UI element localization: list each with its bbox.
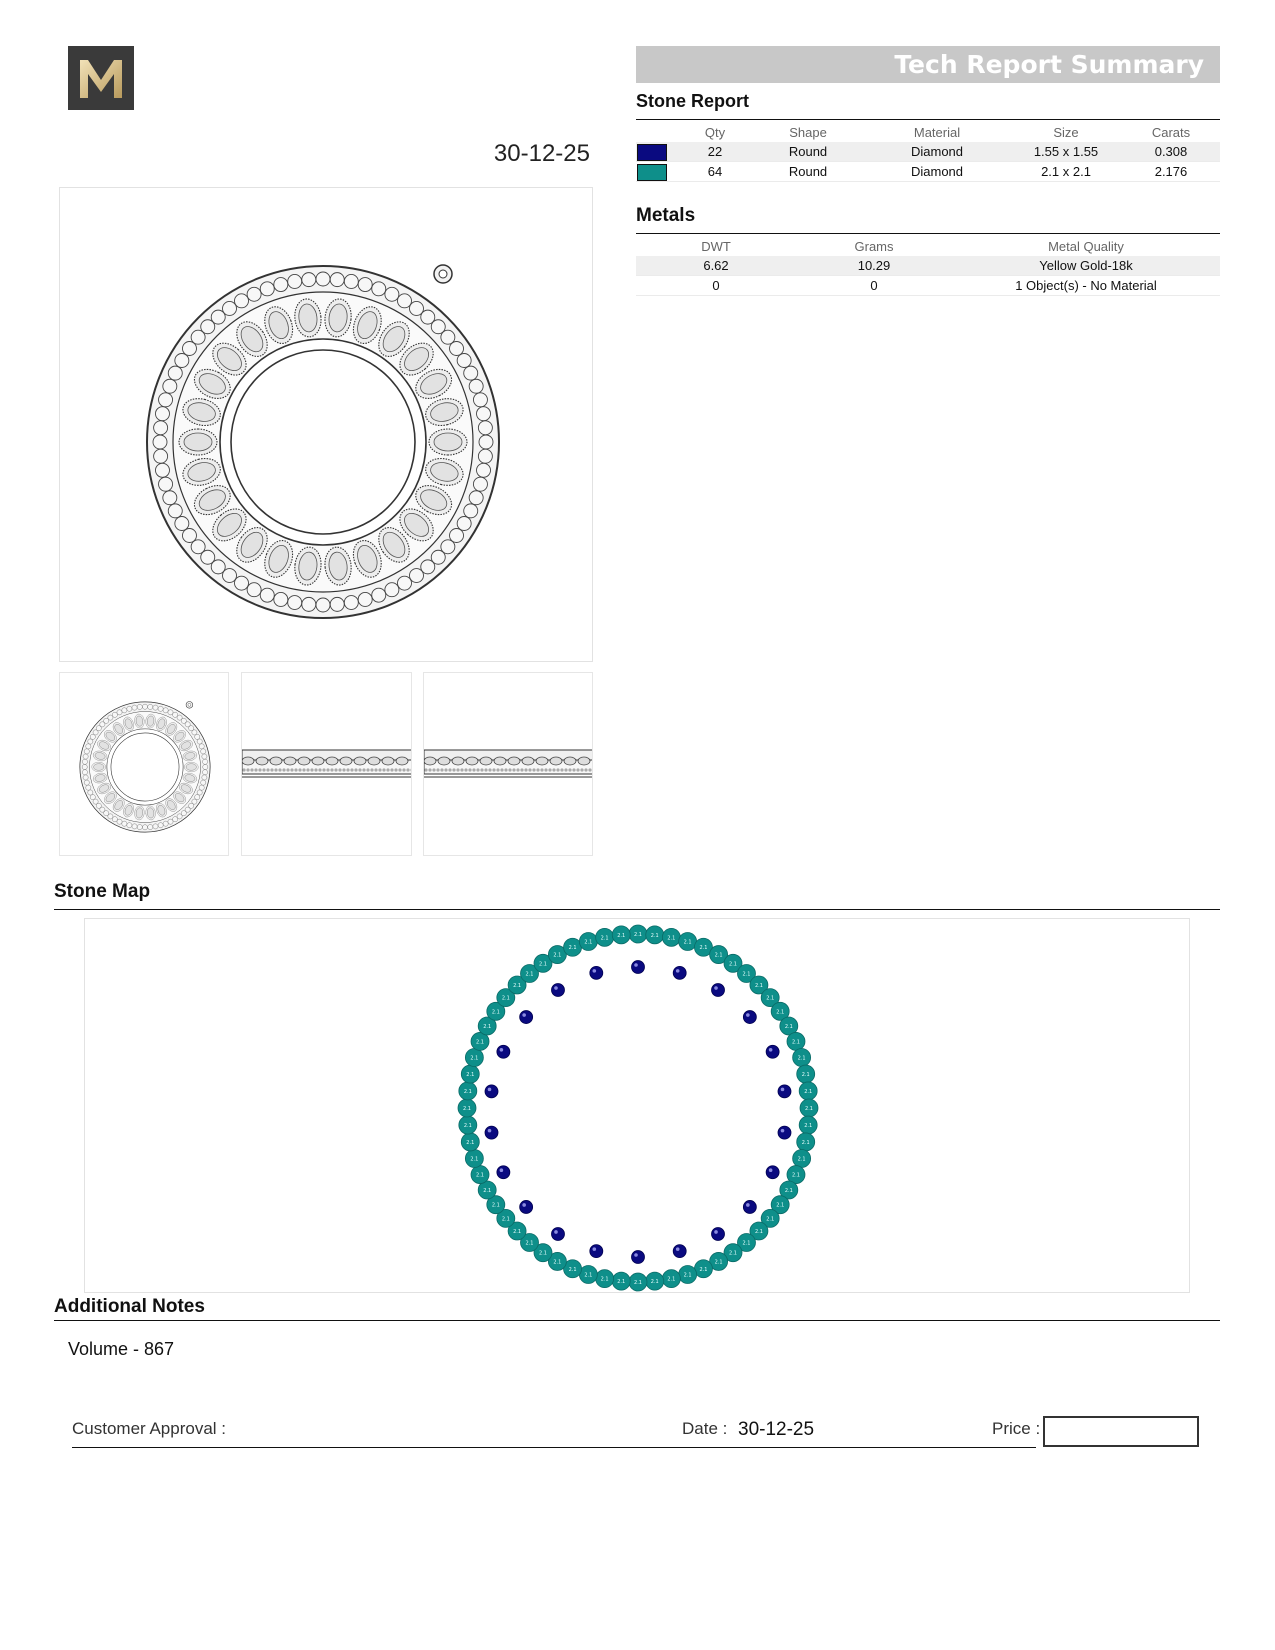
metals-table — [636, 236, 1220, 296]
stone-marker-label: 2.1 — [792, 1172, 800, 1179]
stone-report-table — [636, 122, 1220, 182]
stone-marker-label: 2.1 — [804, 1123, 813, 1130]
column-header-material: Material — [913, 124, 961, 140]
stone-marker-inner — [485, 1126, 498, 1139]
stone-marker-label: 2.1 — [476, 1172, 484, 1179]
stone-marker-label: 2.1 — [801, 1139, 810, 1146]
divider — [636, 233, 1220, 234]
metal-grams: 10.29 — [796, 256, 952, 276]
stone-marker-label: 2.1 — [754, 982, 763, 989]
stone-marker-label: 2.1 — [568, 945, 577, 952]
stone-marker-label: 2.1 — [470, 1156, 479, 1163]
stone-marker-inner — [551, 984, 564, 997]
metal-quality: 1 Object(s) - No Material — [952, 276, 1220, 296]
stone-marker-label: 2.1 — [634, 932, 642, 938]
stone-marker-label: 2.1 — [805, 1106, 813, 1112]
stone-marker-label: 2.1 — [539, 961, 547, 968]
column-header-grams: Grams — [854, 238, 894, 254]
stone-marker-inner — [590, 966, 603, 979]
stone-marker-label: 2.1 — [650, 1279, 659, 1286]
stone-shape: Round — [752, 162, 864, 182]
stone-marker-label: 2.1 — [501, 1216, 510, 1223]
stone-marker-inner — [778, 1126, 791, 1139]
logo-m-mark — [76, 56, 126, 100]
stone-marker-inner — [497, 1166, 510, 1179]
stone-marker-inner — [551, 1227, 564, 1240]
stone-marker-label: 2.1 — [797, 1156, 806, 1163]
stone-marker-label: 2.1 — [714, 1259, 723, 1266]
column-header-carats: Carats — [1151, 124, 1191, 140]
stone-marker-inner — [632, 1251, 645, 1264]
notes-text: Volume - 867 — [68, 1339, 175, 1359]
stone-material: Diamond — [864, 162, 1010, 182]
approval-date-value: 30-12-25 — [738, 1419, 815, 1440]
stone-marker-label: 2.1 — [539, 1250, 547, 1257]
table-row — [636, 256, 1220, 276]
stone-marker-label: 2.1 — [699, 945, 708, 952]
company-logo — [68, 46, 134, 110]
stone-marker-label: 2.1 — [553, 952, 562, 959]
stone-marker-inner — [778, 1085, 791, 1098]
customer-approval-label: Customer Approval : — [72, 1419, 227, 1438]
stone-marker-label: 2.1 — [729, 961, 737, 968]
stone-size: 1.55 x 1.55 — [1010, 142, 1122, 162]
divider — [636, 119, 1220, 120]
stone-marker-label: 2.1 — [683, 1272, 692, 1279]
column-header-shape: Shape — [789, 124, 827, 140]
stone-marker-label: 2.1 — [584, 939, 593, 946]
stone-marker-label: 2.1 — [699, 1266, 708, 1273]
stone-marker-label: 2.1 — [683, 939, 692, 946]
stone-marker-label: 2.1 — [784, 1023, 793, 1030]
stone-marker-label: 2.1 — [766, 1216, 775, 1223]
stone-marker-label: 2.1 — [650, 932, 659, 939]
stone-marker-label: 2.1 — [600, 935, 609, 942]
signature-line[interactable] — [72, 1447, 1036, 1448]
approval-date-label: Date : — [682, 1419, 728, 1438]
stone-color-swatch — [637, 144, 667, 161]
stone-marker-label: 2.1 — [742, 1240, 751, 1247]
stone-marker-inner — [712, 984, 725, 997]
table-row — [636, 162, 1220, 182]
stone-marker-inner — [673, 1245, 686, 1258]
table-row — [636, 276, 1220, 296]
column-header-dwt: DWT — [701, 238, 731, 254]
metal-dwt: 0 — [636, 276, 796, 296]
pendant-render — [60, 188, 594, 663]
stone-marker-inner — [743, 1200, 756, 1213]
stone-map-diagram — [85, 919, 1191, 1294]
report-date: 30-12-25 — [493, 140, 590, 167]
stone-marker-label: 2.1 — [667, 1276, 676, 1283]
stone-marker-inner — [673, 966, 686, 979]
stone-marker-label: 2.1 — [525, 1240, 534, 1247]
thumbnail-top-view[interactable] — [423, 672, 593, 856]
stone-marker-inner — [766, 1045, 779, 1058]
stone-marker-inner — [590, 1245, 603, 1258]
stone-qty: 22 — [678, 142, 752, 162]
stone-marker-label: 2.1 — [766, 995, 775, 1002]
divider — [54, 909, 1220, 910]
stone-marker-label: 2.1 — [568, 1266, 577, 1273]
stone-marker-label: 2.1 — [667, 935, 676, 942]
stone-color-swatch — [637, 164, 667, 181]
stone-carats: 0.308 — [1122, 142, 1220, 162]
stone-marker-label: 2.1 — [476, 1039, 484, 1046]
thumbnail-front-view[interactable] — [59, 672, 229, 856]
stone-marker-label: 2.1 — [584, 1272, 593, 1279]
stone-marker-label: 2.1 — [463, 1123, 472, 1130]
column-header-swatch — [636, 122, 678, 142]
column-header-qty: Qty — [704, 124, 726, 140]
stone-marker-label: 2.1 — [804, 1088, 813, 1095]
stone-marker-label: 2.1 — [792, 1039, 800, 1046]
price-input-box[interactable] — [1043, 1416, 1199, 1447]
stone-size: 2.1 x 2.1 — [1010, 162, 1122, 182]
stone-marker-label: 2.1 — [784, 1188, 793, 1195]
report-header-banner — [636, 46, 1220, 83]
stone-marker-inner — [497, 1045, 510, 1058]
divider — [54, 1320, 1220, 1321]
stone-map-title: Stone Map — [54, 881, 151, 902]
metals-title: Metals — [636, 205, 696, 226]
stone-marker-label: 2.1 — [470, 1055, 479, 1062]
stone-marker-label: 2.1 — [525, 971, 534, 978]
column-header-metal-quality: Metal Quality — [1048, 238, 1124, 254]
stone-marker-label: 2.1 — [801, 1072, 810, 1079]
stone-marker-label: 2.1 — [742, 971, 751, 978]
stone-marker-label: 2.1 — [483, 1188, 492, 1195]
stone-marker-inner — [520, 1011, 533, 1024]
stone-marker-label: 2.1 — [491, 1009, 500, 1016]
stone-marker-label: 2.1 — [483, 1023, 492, 1030]
metal-grams: 0 — [796, 276, 952, 296]
stone-marker-label: 2.1 — [501, 995, 510, 1002]
stone-marker-label: 2.1 — [776, 1009, 785, 1016]
stone-report-title: Stone Report — [636, 91, 750, 111]
stone-marker-label: 2.1 — [797, 1055, 806, 1062]
stone-marker-label: 2.1 — [513, 982, 522, 989]
column-header-size: Size — [1053, 124, 1079, 140]
stone-marker-label: 2.1 — [714, 952, 723, 959]
report-title: Tech Report Summary — [894, 50, 1204, 79]
stone-marker-inner — [485, 1085, 498, 1098]
stone-marker-inner — [712, 1227, 725, 1240]
stone-marker-label: 2.1 — [600, 1276, 609, 1283]
stone-material: Diamond — [864, 142, 1010, 162]
metal-dwt: 6.62 — [636, 256, 796, 276]
stone-marker-inner — [520, 1200, 533, 1213]
stone-marker-label: 2.1 — [553, 1259, 562, 1266]
stone-marker-label: 2.1 — [729, 1250, 737, 1257]
price-label: Price : — [992, 1419, 1041, 1438]
main-product-view — [59, 187, 593, 662]
stone-marker-label: 2.1 — [466, 1139, 475, 1146]
thumbnail-side-view[interactable] — [241, 672, 412, 856]
stone-marker-inner — [766, 1166, 779, 1179]
stone-marker-label: 2.1 — [463, 1106, 471, 1112]
table-row — [636, 142, 1220, 162]
stone-marker-label: 2.1 — [754, 1229, 763, 1236]
stone-marker-label: 2.1 — [491, 1202, 500, 1209]
stone-marker-label: 2.1 — [634, 1280, 642, 1286]
stone-marker-label: 2.1 — [617, 1279, 626, 1286]
stone-marker-label: 2.1 — [776, 1202, 785, 1209]
metal-quality: Yellow Gold-18k — [952, 256, 1220, 276]
stone-shape: Round — [752, 142, 864, 162]
stone-carats: 2.176 — [1122, 162, 1220, 182]
additional-notes-title: Additional Notes — [54, 1296, 205, 1317]
stone-marker-label: 2.1 — [466, 1072, 475, 1079]
stone-marker-label: 2.1 — [617, 932, 626, 939]
stone-marker-label: 2.1 — [513, 1229, 522, 1236]
stone-marker-inner — [743, 1011, 756, 1024]
stone-marker-inner — [632, 961, 645, 974]
stone-marker-label: 2.1 — [463, 1088, 472, 1095]
stone-qty: 64 — [678, 162, 752, 182]
stone-map-view — [84, 918, 1190, 1293]
